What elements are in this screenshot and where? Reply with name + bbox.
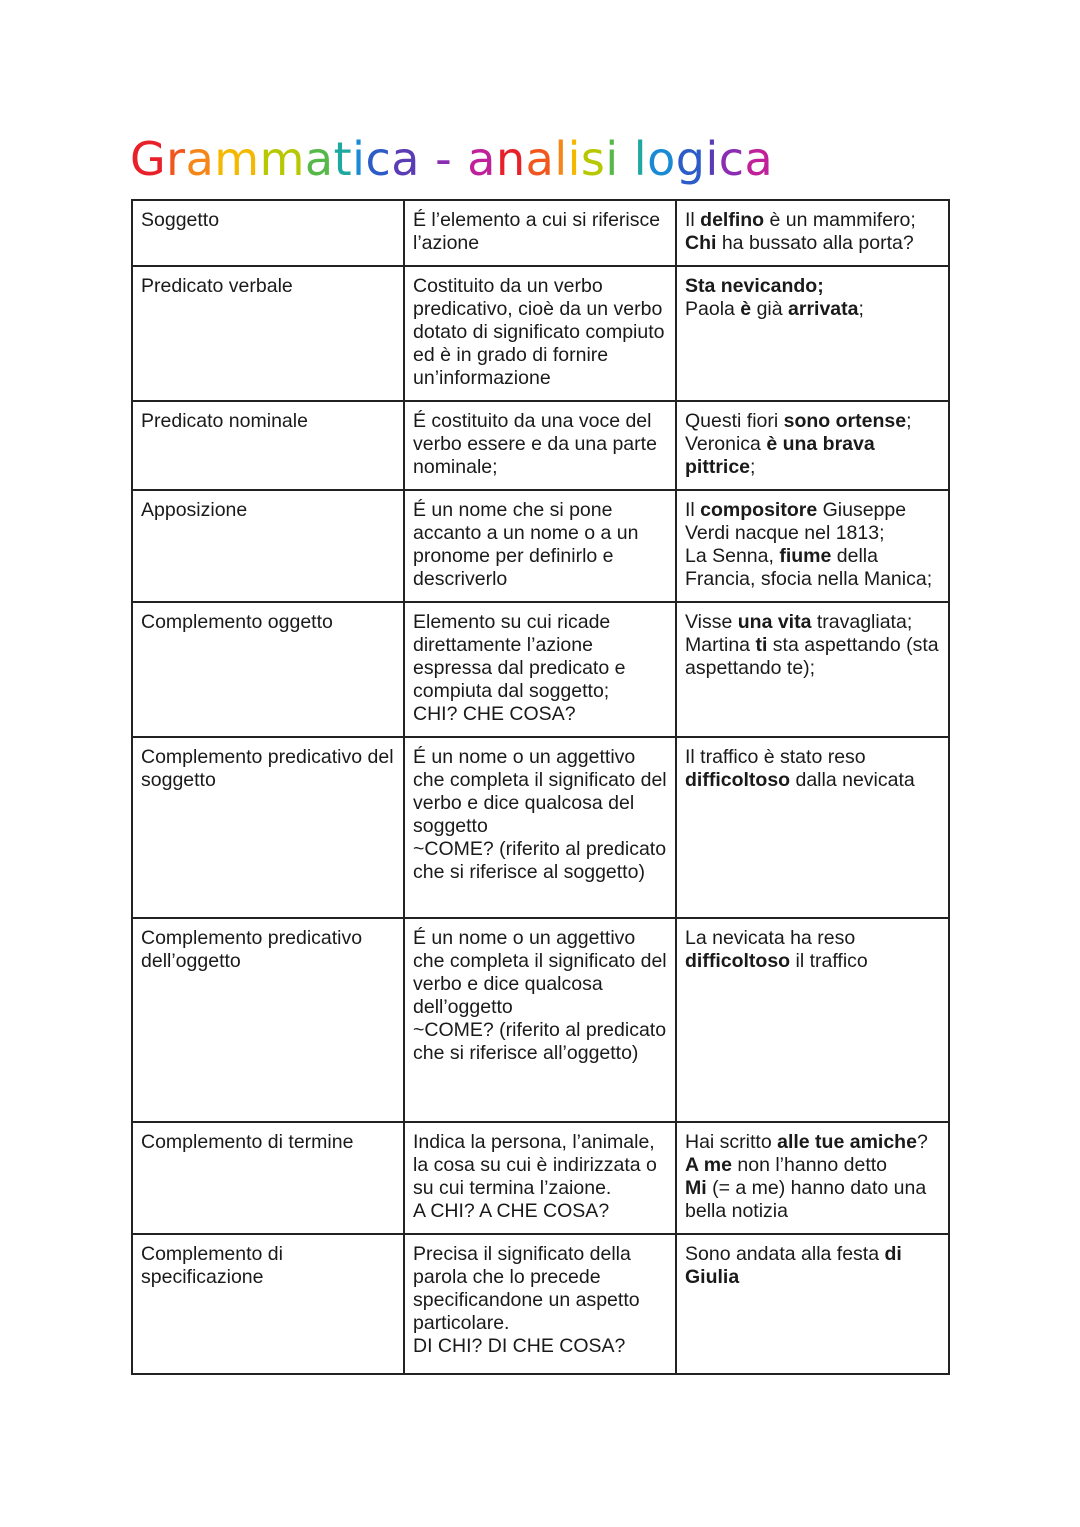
example-text: sta aspettando (sta aspettando te); xyxy=(685,634,939,679)
table-row xyxy=(132,401,949,490)
grammar-table-body xyxy=(132,200,949,1374)
example-text: Veronica xyxy=(685,433,767,455)
example-highlight: compositore xyxy=(700,499,818,521)
example-highlight: A me xyxy=(685,1154,732,1176)
term-cell xyxy=(132,401,404,490)
example-text: ; xyxy=(858,298,864,320)
term-text: Complemento di termine xyxy=(141,1131,354,1153)
example-text: è un mammifero; xyxy=(764,209,916,231)
term-cell xyxy=(132,490,404,602)
term-text: Apposizione xyxy=(141,499,248,521)
example-sentence xyxy=(685,298,940,321)
example-text: Giuseppe Verdi nacque nel 1813; xyxy=(685,499,907,544)
definition-text: ~COME? (riferito al predicato che si riferisce al soggetto) xyxy=(413,838,667,883)
definition-cell xyxy=(404,737,676,918)
example-text: travagliata; xyxy=(811,611,913,633)
example-text: Il xyxy=(685,499,701,521)
example-sentence xyxy=(685,746,940,792)
example-cell xyxy=(676,737,949,918)
example-text: (= a me) hanno dato una bella notizia xyxy=(685,1177,927,1222)
example-highlight: alle tue amiche xyxy=(777,1131,917,1153)
example-sentence xyxy=(685,1131,940,1154)
term-cell xyxy=(132,918,404,1122)
definition-text: CHI? CHE COSA? xyxy=(413,703,576,725)
example-highlight: è una brava pittrice xyxy=(685,433,875,478)
example-cell xyxy=(676,490,949,602)
example-text: Questi fiori xyxy=(685,410,784,432)
example-text: non l’hanno detto xyxy=(731,1154,888,1176)
example-text: il traffico xyxy=(790,950,868,972)
grammar-table xyxy=(131,199,950,1375)
example-highlight: fiume xyxy=(779,545,832,567)
term-text: Complemento di specificazione xyxy=(141,1243,283,1288)
definition-text: É un nome o un aggettivo che completa il significato del verbo e dice qualcosa del soggetto xyxy=(413,746,667,837)
definition-cell xyxy=(404,401,676,490)
term-cell xyxy=(132,1234,404,1374)
example-sentence xyxy=(685,433,940,479)
example-text: già xyxy=(751,298,789,320)
example-text: Paola xyxy=(685,298,741,320)
term-text: Predicato verbale xyxy=(141,275,293,297)
table-row xyxy=(132,602,949,737)
definition-text: É un nome o un aggettivo che completa il significato del verbo e dice qualcosa dell’oggetto xyxy=(413,927,667,1018)
example-cell xyxy=(676,401,949,490)
example-text: Visse xyxy=(685,611,738,633)
example-sentence xyxy=(685,232,940,255)
example-highlight: sono ortense xyxy=(783,410,907,432)
definition-text: Elemento su cui ricade direttamente l’azione espressa dal predicato e compiuta dal soggetto; xyxy=(413,611,626,702)
example-highlight: arrivata xyxy=(788,298,859,320)
example-sentence xyxy=(685,1154,940,1177)
term-text: Complemento predicativo del soggetto xyxy=(141,746,394,791)
definition-cell xyxy=(404,266,676,401)
example-text: ; xyxy=(906,410,912,432)
term-cell xyxy=(132,1122,404,1234)
example-highlight: Chi xyxy=(685,232,717,254)
example-highlight: delfino xyxy=(700,209,765,231)
term-cell xyxy=(132,602,404,737)
example-highlight: è xyxy=(740,298,752,320)
term-text: Soggetto xyxy=(141,209,220,231)
definition-cell xyxy=(404,1122,676,1234)
example-text: ? xyxy=(916,1131,928,1153)
term-text: Predicato nominale xyxy=(141,410,308,432)
table-row xyxy=(132,1122,949,1234)
example-cell xyxy=(676,602,949,737)
example-sentence xyxy=(685,611,940,634)
table-row xyxy=(132,200,949,266)
example-sentence xyxy=(685,499,940,545)
term-cell xyxy=(132,737,404,918)
example-sentence xyxy=(685,545,940,591)
example-cell xyxy=(676,918,949,1122)
example-highlight: difficoltoso xyxy=(685,769,791,791)
definition-text: Costituito da un verbo predicativo, cioè da un verbo dotato di significato compiuto ed è in grado di fornire un’informazione xyxy=(413,275,665,389)
table-row xyxy=(132,266,949,401)
definition-text: É un nome che si pone accanto a un nome o a un pronome per definirlo e descriverlo xyxy=(413,499,639,590)
example-text: dalla nevicata xyxy=(790,769,915,791)
example-text: La Senna, xyxy=(685,545,780,567)
definition-text: É l’elemento a cui si riferisce l’azione xyxy=(413,209,661,254)
definition-text: A CHI? A CHE COSA? xyxy=(413,1200,610,1222)
example-highlight: una vita xyxy=(737,611,812,633)
example-text: La nevicata ha reso xyxy=(685,927,856,949)
example-text: ; xyxy=(750,456,756,478)
definition-text: DI CHI? DI CHE COSA? xyxy=(413,1335,626,1357)
example-sentence xyxy=(685,1177,940,1223)
example-text: Sono andata alla festa xyxy=(685,1243,885,1265)
definition-cell xyxy=(404,490,676,602)
example-sentence xyxy=(685,275,940,298)
example-highlight: difficoltoso xyxy=(685,950,791,972)
example-cell xyxy=(676,1122,949,1234)
page-title: Grammatica - analisi logica xyxy=(130,132,774,186)
table-row xyxy=(132,918,949,1122)
example-highlight: ti xyxy=(755,634,768,656)
table-row xyxy=(132,1234,949,1374)
example-text: Martina xyxy=(685,634,756,656)
term-cell xyxy=(132,266,404,401)
example-cell xyxy=(676,1234,949,1374)
definition-cell xyxy=(404,918,676,1122)
definition-cell xyxy=(404,602,676,737)
example-highlight: Mi xyxy=(685,1177,707,1199)
example-text: Hai scritto xyxy=(685,1131,778,1153)
example-highlight: di Giulia xyxy=(685,1243,902,1288)
definition-text: Precisa il significato della parola che lo precede specificandone un aspetto particolare. xyxy=(413,1243,640,1334)
term-text: Complemento predicativo dell’oggetto xyxy=(141,927,363,972)
term-text: Complemento oggetto xyxy=(141,611,333,633)
example-highlight: Sta nevicando; xyxy=(685,275,824,297)
table-row xyxy=(132,490,949,602)
example-cell xyxy=(676,266,949,401)
example-text: Il xyxy=(685,209,701,231)
definition-text: É costituito da una voce del verbo essere e da una parte nominale; xyxy=(413,410,657,478)
definition-text: ~COME? (riferito al predicato che si riferisce all’oggetto) xyxy=(413,1019,667,1064)
term-cell xyxy=(132,200,404,266)
table-row xyxy=(132,737,949,918)
example-text: della Francia, sfocia nella Manica; xyxy=(685,545,933,590)
example-text: ha bussato alla porta? xyxy=(716,232,914,254)
example-cell xyxy=(676,200,949,266)
definition-text: Indica la persona, l’animale, la cosa su cui è indirizzata o su cui termina l’zaione. xyxy=(413,1131,657,1199)
definition-cell xyxy=(404,200,676,266)
example-sentence xyxy=(685,634,940,680)
example-sentence xyxy=(685,1243,940,1289)
example-sentence xyxy=(685,927,940,973)
example-sentence xyxy=(685,209,940,232)
example-text: Il traffico è stato reso xyxy=(685,746,866,768)
definition-cell xyxy=(404,1234,676,1374)
example-sentence xyxy=(685,410,940,433)
